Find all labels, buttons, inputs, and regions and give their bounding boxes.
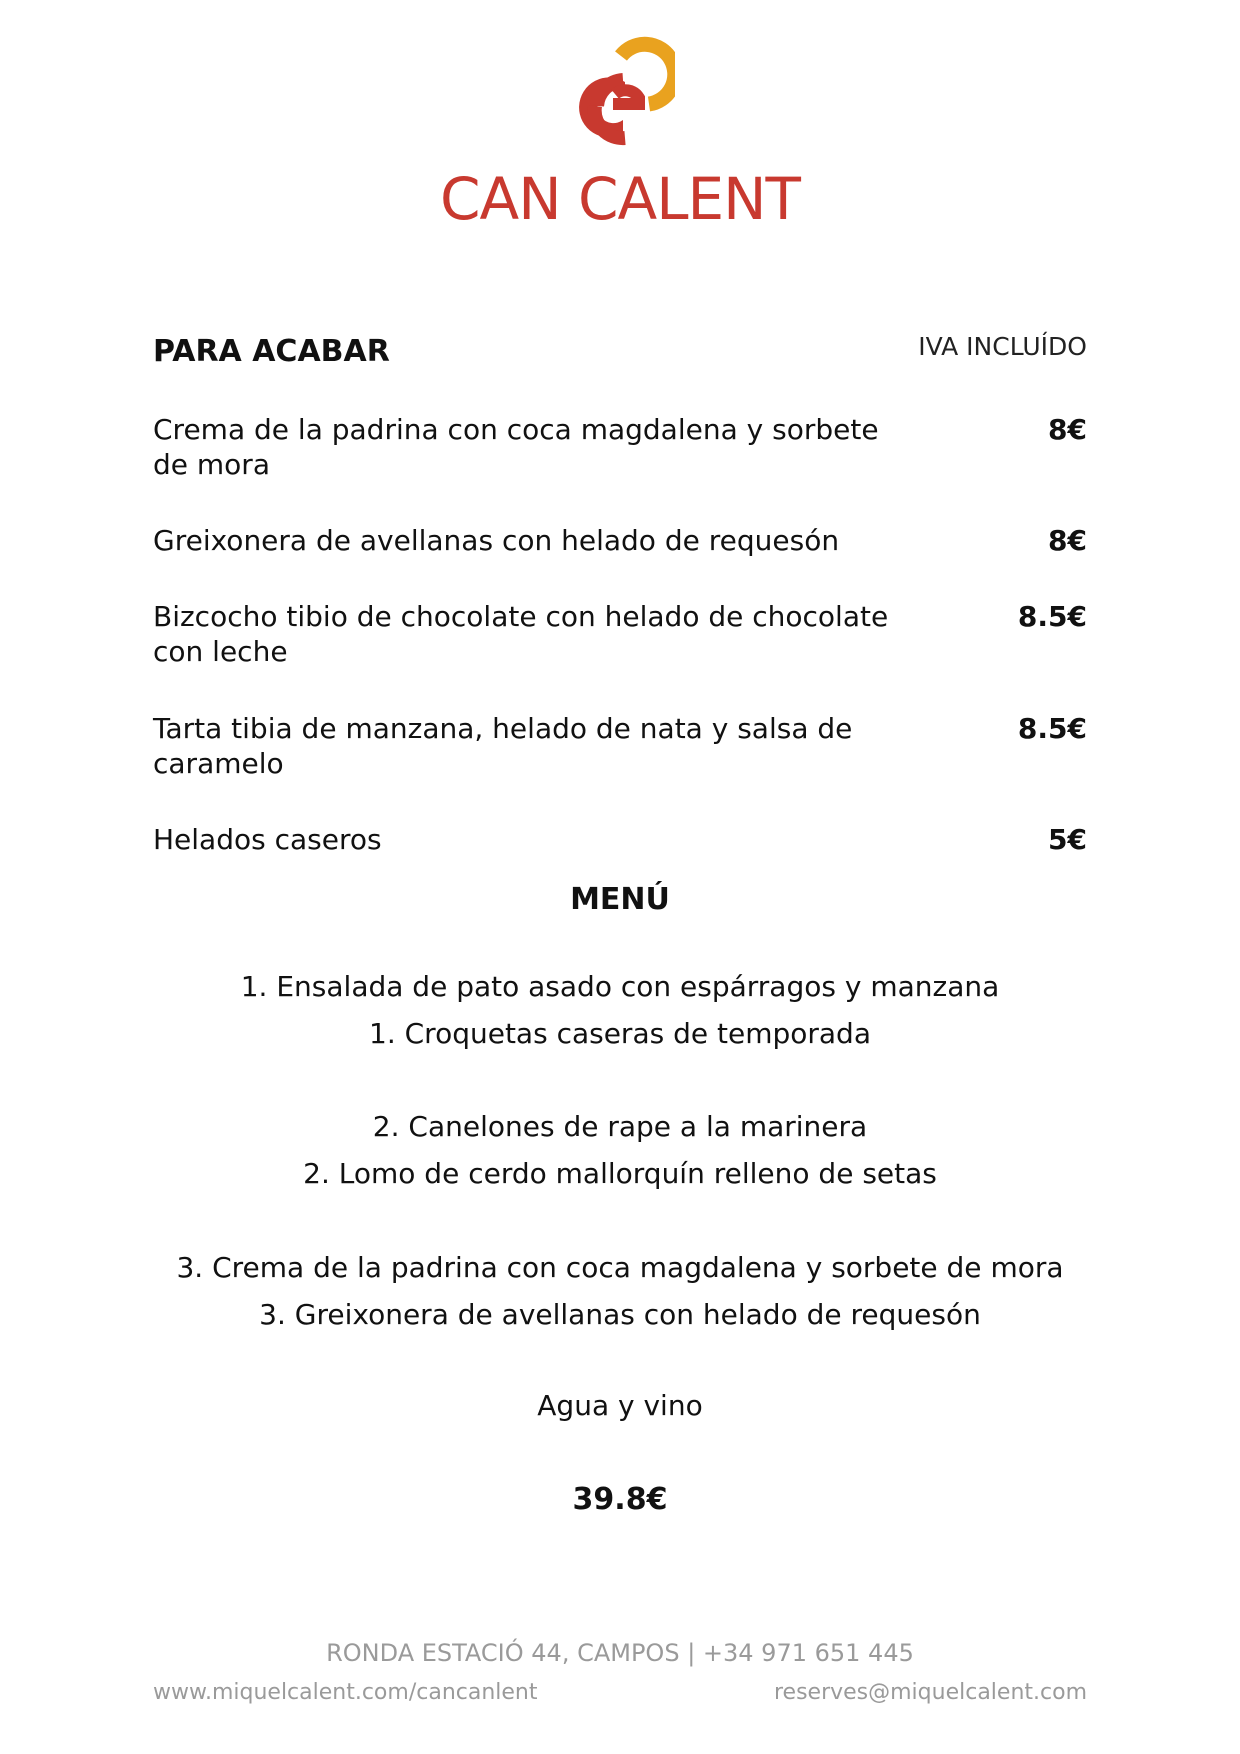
footer-email[interactable]: reserves@miquelcalent.com: [773, 1680, 1087, 1705]
dessert-list: [153, 412, 1087, 898]
list-item: [153, 412, 1087, 482]
course-option: 2. Canelones de rape a la marinera: [372, 1110, 868, 1143]
item-price: 8€: [1048, 524, 1087, 557]
menu-course-1: [0, 963, 1240, 1057]
tax-note: IVA INCLUÍDO: [918, 332, 1087, 361]
footer-address: RONDA ESTACIÓ 44, CAMPOS | +34 971 651 445: [326, 1639, 914, 1667]
item-price: 8.5€: [1017, 600, 1087, 633]
item-name: Crema de la padrina con coca magdalena y sorbete de mora: [153, 413, 879, 481]
menu-title: MENÚ: [570, 882, 670, 917]
list-item: [153, 523, 1087, 558]
interlocked-c-logo-icon: [565, 34, 675, 154]
item-price: 8.5€: [1017, 712, 1087, 745]
menu-price: 39.8€: [572, 1482, 668, 1517]
item-name: Bizcocho tibio de chocolate con helado de chocolate con leche: [153, 600, 889, 668]
course-option: 3. Crema de la padrina con coca magdalena y sorbete de mora: [176, 1251, 1064, 1284]
section-header: [153, 332, 1087, 372]
footer-website[interactable]: www.miquelcalent.com/cancanlent: [153, 1680, 538, 1705]
course-option: 1. Croquetas caseras de temporada: [369, 1017, 871, 1050]
list-item: [153, 599, 1087, 669]
item-name: Greixonera de avellanas con helado de requesón: [153, 524, 840, 557]
logo: [0, 34, 1240, 154]
menu-course-2: [0, 1103, 1240, 1197]
item-name: Tarta tibia de manzana, helado de nata y salsa de caramelo: [153, 712, 853, 780]
section-title: PARA ACABAR: [153, 334, 390, 369]
menu-drinks: Agua y vino: [537, 1389, 703, 1422]
course-option: 3. Greixonera de avellanas con helado de requesón: [259, 1298, 981, 1331]
brand-name: CAN CALENT: [440, 165, 800, 233]
list-item: [153, 822, 1087, 857]
course-option: 1. Ensalada de pato asado con espárragos y manzana: [240, 970, 1000, 1003]
course-option: 2. Lomo de cerdo mallorquín relleno de setas: [303, 1157, 937, 1190]
menu-course-3: [0, 1244, 1240, 1338]
item-name: Helados caseros: [153, 823, 382, 856]
item-price: 8€: [1048, 413, 1087, 446]
item-price: 5€: [1048, 823, 1087, 856]
list-item: [153, 711, 1087, 781]
